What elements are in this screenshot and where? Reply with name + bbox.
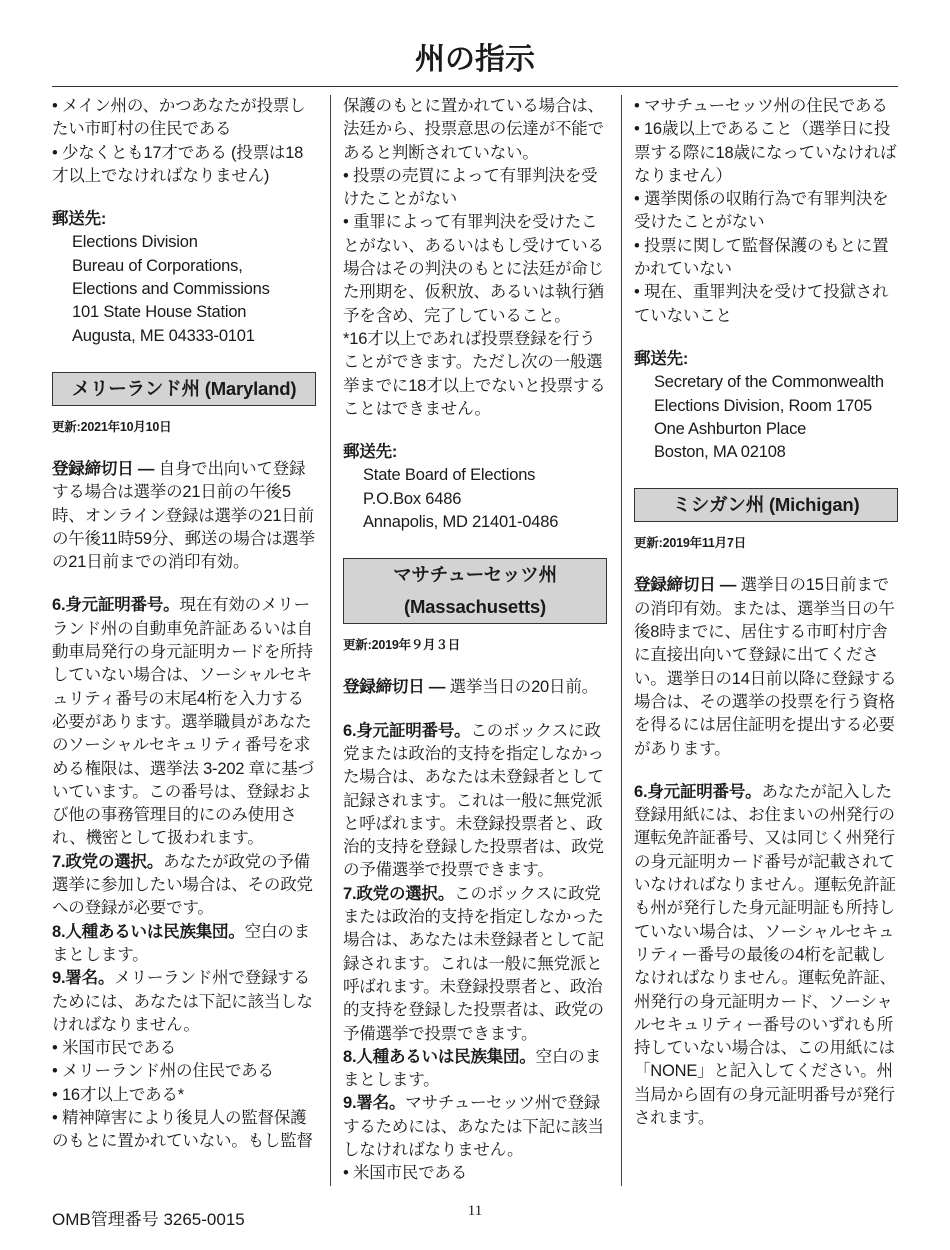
bullet-item: • 現在、重罪判決を受けて投獄されていないこと: [634, 283, 889, 325]
paragraph-text: このボックスに政党または政治的支持を指定しなかった場合は、あなたは未登録者として記録されます。これは一般に無党派と呼ばれます。未登録投票者と、政治的支持を登録した投票者は、政党の予備選挙で投票できます。: [343, 884, 604, 1043]
paragraph-text: 自身で出向いて登録する場合は選挙の21日前の午後5時、オンライン登録は選挙の21日前の午後11時59分、郵送の場合は選挙の21日前までの消印有効。: [52, 459, 315, 572]
bullet-item: • 16才以上である*: [52, 1085, 184, 1104]
paragraph-lead: 7.政党の選択。: [343, 884, 455, 903]
columns: [52, 95, 898, 1186]
paragraph: [343, 720, 609, 883]
paragraph: [52, 921, 318, 968]
state-header: マサチューセッツ州 (Massachusetts): [343, 558, 607, 624]
paragraph-lead: 9.署名。: [52, 969, 115, 988]
bullet-item: • 選挙関係の収賄行為で有罪判決を受けたことがない: [634, 190, 889, 232]
spacer: [634, 761, 900, 781]
paragraph-text: メリーランド州で登録するためには、あなたは下記に該当しなければなりません。: [52, 969, 313, 1034]
updated-date: 更新:2019年９月３日: [343, 638, 461, 653]
mailing-address: [343, 464, 609, 534]
paragraph-text: あなたが記入した登録用紙には、お住まいの州発行の運転免許証番号、又は同じく州発行の身元証明カード番号が記載されていなければなりません。運転免許証も州が発行した身元証明証も所持していない場合は、ソーシャルセキュリティー番号の最後の4桁を記載しなければなりません。運転免許証、州発行の身元証明カード、ソーシャルセキュリティー番号のいずれも所持していない場合は、この用紙には「NONE」と記入してください。州当局から固有の身元証明番号が発行されます。: [634, 782, 896, 1127]
paragraph-lead: 登録締切日 —: [343, 678, 446, 697]
paragraph: [634, 781, 900, 1130]
bullet-item: • マサチューセッツ州の住民である: [634, 97, 888, 115]
bullet-item: • メイン州の、かつあなたが投票したい市町村の住民である: [52, 97, 306, 139]
paragraph: [52, 458, 318, 574]
address-line: Bureau of Corporations,: [72, 256, 243, 275]
address-line: Elections and Commissions: [72, 280, 270, 299]
paragraph-text: 空白のままとします。: [343, 1047, 601, 1090]
address-line: Elections Division: [72, 233, 198, 252]
footer: [52, 1200, 898, 1250]
spacer: [343, 656, 609, 676]
paragraph: [343, 676, 609, 699]
paragraph-text: マサチューセッツ州で登録するためには、あなたは下記に該当しなければなりません。: [343, 1094, 604, 1159]
paragraph-lead: 9.署名。: [343, 1094, 406, 1113]
bullet-item: • 米国市民である: [52, 1039, 177, 1058]
paragraph-text: 選挙当日の20日前。: [445, 678, 598, 697]
paragraph-lead: 6.身元証明番号。: [343, 721, 471, 740]
bullet-item: • メリーランド州の住民である: [52, 1062, 274, 1081]
paragraph: [343, 883, 609, 1046]
bullet-item: • 投票の売買によって有罪判決を受けたことがない: [343, 166, 598, 209]
mailing-label: 郵送先:: [52, 210, 107, 229]
paragraph-lead: 登録締切日 —: [52, 459, 155, 478]
mailing-label: 郵送先:: [634, 349, 689, 368]
title-rule: [52, 86, 898, 87]
paragraph-lead: 6.身元証明番号。: [52, 596, 180, 615]
column-2: [343, 95, 609, 1186]
mailing-address: [634, 371, 900, 464]
paragraph-text: このボックスに政党または政治的支持を指定しなかった場合は、あなたは未登録者として記録されます。これは一般に無党派と呼ばれます。未登録投票者と、政治的支持を登録した投票者は、政党の予備選挙で投票できます。: [343, 721, 604, 880]
paragraph: [634, 574, 900, 760]
paragraph-lead: 登録締切日 —: [634, 576, 737, 595]
bullet-item: • 精神障害により後見人の監督保護のもとに置かれていない。もし監督: [52, 1108, 313, 1151]
spacer: [52, 574, 318, 594]
address-line: Elections Division, Room 1705: [654, 396, 872, 415]
paragraph-text: 選挙日の15日前までの消印有効。または、選挙当日の午後8時までに、居住する市町村庁舎に直接出向いて登録に出てください。選挙日の14日前以降に登録する場合は、その選挙の投票を行う資格を得るには居住証明を提出する必要があります。: [634, 576, 897, 758]
paragraph-lead: 7.政党の選択。: [52, 852, 164, 871]
address-line: Boston, MA 02108: [654, 443, 786, 462]
mailing-label: 郵送先:: [343, 443, 398, 462]
paragraph-text: 空白のままとします。: [52, 922, 310, 964]
mailing-address: [52, 231, 318, 347]
column-1: [52, 95, 318, 1186]
paragraph-text: あなたが政党の予備選挙に参加したい場合は、その政党への登録が必要です。: [52, 852, 313, 918]
paragraph-text: *16才以上であれば投票登録を行うことができます。ただし次の一般選挙までに18才以上でないと投票することはできません。: [343, 329, 606, 418]
paragraph-lead: 6.身元証明番号。: [634, 782, 762, 801]
paragraph: [343, 328, 609, 421]
column-divider: [330, 95, 331, 1186]
spacer: [52, 188, 318, 208]
paragraph-text: 保護のもとに置かれている場合は、法廷から、投票意思の伝達が不能であると判断されていない。: [343, 97, 604, 162]
spacer: [634, 554, 900, 574]
address-line: Annapolis, MD 21401-0486: [363, 513, 559, 532]
address-line: One Ashburton Place: [654, 419, 807, 438]
state-header: ミシガン州 (Michigan): [634, 488, 898, 522]
bullet-item: • 投票に関して監督保護のもとに置かれていない: [634, 236, 889, 279]
paragraph-lead: 8.人種あるいは民族集団。: [52, 922, 245, 941]
paragraph: [343, 95, 609, 165]
address-line: Secretary of the Commonwealth: [654, 373, 884, 392]
address-line: State Board of Elections: [363, 466, 536, 485]
state-header: メリーランド州 (Maryland): [52, 372, 316, 406]
address-line: Augusta, ME 04333-0101: [72, 326, 255, 345]
paragraph: [52, 851, 318, 921]
page-title: 州の指示: [415, 43, 535, 76]
updated-date: 更新:2019年11月7日: [634, 536, 747, 551]
bullet-item: • 16歳以上であること（選挙日に投票する際に18歳になっていなければなりません）: [634, 120, 897, 185]
paragraph: [343, 1046, 609, 1093]
paragraph: [343, 1092, 609, 1162]
address-line: 101 State House Station: [72, 303, 247, 322]
omb-number: OMB管理番号 3265-0015: [52, 1209, 245, 1229]
paragraph: [52, 967, 318, 1037]
page-number: 11: [467, 1202, 483, 1219]
column-3: [634, 95, 900, 1186]
spacer: [634, 328, 900, 348]
column-divider: [621, 95, 622, 1186]
spacer: [343, 421, 609, 441]
updated-date: 更新:2021年10月10日: [52, 419, 172, 434]
paragraph-text: 現在有効のメリーランド州の自動車免許証あるいは自動車局発行の身元証明カードを所持していない場合は、ソーシャルセキュリティ番号の末尾4桁を入力する必要があります。選挙職員があなたのソーシャルセキュリティ番号を求める権限は、選挙法 3-202 章に基づいています。この番号は、登録および他の事務管理目的にのみ使用され、機密として扱われます。: [52, 596, 314, 848]
spacer: [343, 700, 609, 720]
spacer: [52, 438, 318, 458]
bullet-item: • 重罪によって有罪判決を受けたことがない、あるいはもし受けている場合はその判決のもとに法廷が命じた刑期を、仮釈放、あるいは執行猶予を含め、完了していること。: [343, 213, 604, 325]
paragraph: [52, 594, 318, 850]
address-line: P.O.Box 6486: [363, 489, 462, 508]
bullet-item: • 米国市民である: [343, 1164, 468, 1183]
paragraph-lead: 8.人種あるいは民族集団。: [343, 1047, 536, 1066]
bullet-item: • 少なくとも17才である (投票は18才以上でなければなりません): [52, 143, 304, 185]
